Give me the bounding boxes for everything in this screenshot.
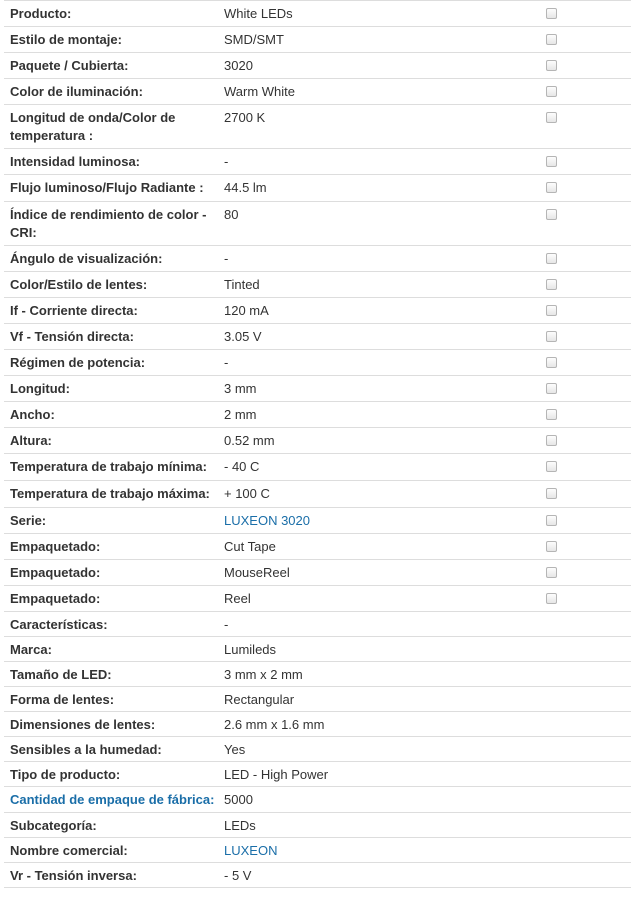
select-attribute-checkbox[interactable]: [546, 357, 557, 368]
spec-label: Empaquetado:: [4, 560, 218, 586]
spec-check-cell: [544, 586, 631, 612]
select-attribute-checkbox[interactable]: [546, 253, 557, 264]
spec-value: -: [224, 355, 229, 370]
spec-value: -: [224, 251, 229, 266]
spec-row: [4, 79, 631, 105]
select-attribute-checkbox[interactable]: [546, 488, 557, 499]
spec-label: Color de iluminación:: [4, 79, 218, 105]
spec-check-cell: [544, 105, 631, 149]
spec-row: [4, 324, 631, 350]
spec-check-cell: [544, 79, 631, 105]
spec-row: [4, 637, 631, 662]
spec-check-cell: [544, 272, 631, 298]
spec-value-link[interactable]: LUXEON: [224, 843, 278, 858]
spec-label: Empaquetado:: [4, 534, 218, 560]
select-attribute-checkbox[interactable]: [546, 8, 557, 19]
spec-row: [4, 350, 631, 376]
select-attribute-checkbox[interactable]: [546, 156, 557, 167]
select-attribute-checkbox[interactable]: [546, 567, 557, 578]
spec-row: [4, 612, 631, 637]
spec-label: Tipo de producto:: [4, 762, 218, 787]
spec-check-cell: [544, 560, 631, 586]
spec-value-cell: [218, 105, 544, 149]
spec-value-cell: [218, 79, 544, 105]
spec-row: [4, 1, 631, 27]
spec-check-cell: [544, 53, 631, 79]
spec-value: 3020: [224, 58, 253, 73]
spec-value-cell: [218, 712, 544, 737]
spec-row: [4, 662, 631, 687]
spec-label: If - Corriente directa:: [4, 298, 218, 324]
spec-table-body: [4, 1, 631, 888]
select-attribute-checkbox[interactable]: [546, 209, 557, 220]
spec-label: Dimensiones de lentes:: [4, 712, 218, 737]
spec-row: [4, 813, 631, 838]
spec-value: 80: [224, 207, 239, 222]
spec-label: Ángulo de visualización:: [4, 246, 218, 272]
spec-row: [4, 105, 631, 149]
spec-row: [4, 376, 631, 402]
spec-check-cell: [544, 1, 631, 27]
spec-row: [4, 149, 631, 175]
spec-label[interactable]: Cantidad de empaque de fábrica:: [4, 787, 218, 813]
spec-value: 2.6 mm x 1.6 mm: [224, 717, 325, 732]
spec-value-cell: [218, 481, 544, 508]
spec-value-cell: [218, 454, 544, 481]
spec-label: Nombre comercial:: [4, 838, 218, 863]
spec-label: Empaquetado:: [4, 586, 218, 612]
spec-check-cell: [544, 612, 631, 637]
spec-row: [4, 560, 631, 586]
spec-value-cell: [218, 838, 544, 863]
spec-check-cell: [544, 662, 631, 687]
spec-value-cell: [218, 376, 544, 402]
spec-value-cell: [218, 737, 544, 762]
spec-value: Warm White: [224, 84, 296, 99]
spec-value-cell: [218, 202, 544, 246]
spec-label: Estilo de montaje:: [4, 27, 218, 53]
spec-value: MouseReel: [224, 565, 290, 580]
spec-label: Régimen de potencia:: [4, 350, 218, 376]
product-spec-table: [4, 0, 631, 888]
select-attribute-checkbox[interactable]: [546, 515, 557, 526]
spec-value: Cut Tape: [224, 539, 276, 554]
spec-row: [4, 402, 631, 428]
spec-row: [4, 712, 631, 737]
spec-row: [4, 27, 631, 53]
spec-row: [4, 737, 631, 762]
spec-value-cell: [218, 586, 544, 612]
spec-label: Temperatura de trabajo mínima:: [4, 454, 218, 481]
spec-value: Rectangular: [224, 692, 295, 707]
spec-row: [4, 687, 631, 712]
spec-row: [4, 202, 631, 246]
select-attribute-checkbox[interactable]: [546, 435, 557, 446]
select-attribute-checkbox[interactable]: [546, 86, 557, 97]
spec-label: Producto:: [4, 1, 218, 27]
spec-value-cell: [218, 762, 544, 787]
spec-check-cell: [544, 376, 631, 402]
spec-value: 3.05 V: [224, 329, 262, 344]
select-attribute-checkbox[interactable]: [546, 383, 557, 394]
select-attribute-checkbox[interactable]: [546, 541, 557, 552]
spec-label: Tamaño de LED:: [4, 662, 218, 687]
spec-row: [4, 762, 631, 787]
spec-value-cell: [218, 637, 544, 662]
spec-value: 2 mm: [224, 407, 257, 422]
spec-check-cell: [544, 712, 631, 737]
spec-value: LED - High Power: [224, 767, 329, 782]
spec-value-cell: [218, 298, 544, 324]
spec-check-cell: [544, 202, 631, 246]
spec-value-cell: [218, 402, 544, 428]
spec-value-cell: [218, 428, 544, 454]
spec-value-cell: [218, 53, 544, 79]
spec-value: Yes: [224, 742, 246, 757]
spec-label: Índice de rendimiento de color - CRI:: [4, 202, 218, 246]
select-attribute-checkbox[interactable]: [546, 112, 557, 123]
spec-row: [4, 246, 631, 272]
spec-value: 3 mm: [224, 381, 257, 396]
spec-label: Color/Estilo de lentes:: [4, 272, 218, 298]
spec-label: Marca:: [4, 637, 218, 662]
select-attribute-checkbox[interactable]: [546, 409, 557, 420]
spec-value-cell: [218, 534, 544, 560]
spec-check-cell: [544, 324, 631, 350]
spec-label: Ancho:: [4, 402, 218, 428]
spec-value: 120 mA: [224, 303, 269, 318]
spec-row: [4, 175, 631, 202]
spec-check-cell: [544, 298, 631, 324]
spec-row: [4, 586, 631, 612]
select-attribute-checkbox[interactable]: [546, 279, 557, 290]
spec-value-cell: [218, 27, 544, 53]
spec-value: -: [224, 154, 229, 169]
spec-value: 2700 K: [224, 110, 266, 125]
spec-value-cell: [218, 149, 544, 175]
select-attribute-checkbox[interactable]: [546, 461, 557, 472]
spec-value-cell: [218, 612, 544, 637]
spec-check-cell: [544, 787, 631, 813]
spec-value: -: [224, 617, 229, 632]
spec-label: Vf - Tensión directa:: [4, 324, 218, 350]
spec-check-cell: [544, 27, 631, 53]
spec-value-link[interactable]: LUXEON 3020: [224, 513, 310, 528]
spec-row: [4, 481, 631, 508]
spec-value-cell: [218, 560, 544, 586]
spec-value-cell: [218, 175, 544, 202]
select-attribute-checkbox[interactable]: [546, 305, 557, 316]
spec-label: Longitud:: [4, 376, 218, 402]
spec-value: 3 mm x 2 mm: [224, 667, 303, 682]
spec-row: [4, 298, 631, 324]
spec-check-cell: [544, 454, 631, 481]
spec-check-cell: [544, 637, 631, 662]
spec-value: 44.5 lm: [224, 180, 267, 195]
spec-row: [4, 838, 631, 863]
spec-label: Altura:: [4, 428, 218, 454]
spec-value-cell: [218, 1, 544, 27]
spec-value-cell: [218, 324, 544, 350]
spec-label: Subcategoría:: [4, 813, 218, 838]
spec-check-cell: [544, 149, 631, 175]
spec-check-cell: [544, 175, 631, 202]
select-attribute-checkbox[interactable]: [546, 593, 557, 604]
spec-value-cell: [218, 662, 544, 687]
spec-label: Vr - Tensión inversa:: [4, 863, 218, 888]
spec-value-cell: [218, 272, 544, 298]
spec-value: 5000: [224, 792, 253, 807]
spec-value-cell: [218, 787, 544, 813]
spec-check-cell: [544, 350, 631, 376]
spec-row: [4, 428, 631, 454]
spec-check-cell: [544, 246, 631, 272]
spec-check-cell: [544, 428, 631, 454]
spec-label: Flujo luminoso/Flujo Radiante :: [4, 175, 218, 202]
spec-label: Paquete / Cubierta:: [4, 53, 218, 79]
spec-check-cell: [544, 838, 631, 863]
select-attribute-checkbox[interactable]: [546, 182, 557, 193]
spec-label: Serie:: [4, 508, 218, 534]
spec-label: Temperatura de trabajo máxima:: [4, 481, 218, 508]
spec-value-cell: [218, 246, 544, 272]
spec-value-cell: [218, 350, 544, 376]
spec-check-cell: [544, 737, 631, 762]
spec-check-cell: [544, 508, 631, 534]
select-attribute-checkbox[interactable]: [546, 60, 557, 71]
spec-value: + 100 C: [224, 486, 270, 501]
spec-check-cell: [544, 863, 631, 888]
spec-check-cell: [544, 762, 631, 787]
spec-row: [4, 787, 631, 813]
spec-row: [4, 863, 631, 888]
spec-value-cell: [218, 813, 544, 838]
spec-row: [4, 534, 631, 560]
spec-value: SMD/SMT: [224, 32, 284, 47]
spec-label: Longitud de onda/Color de temperatura :: [4, 105, 218, 149]
spec-check-cell: [544, 402, 631, 428]
select-attribute-checkbox[interactable]: [546, 331, 557, 342]
spec-value-cell: [218, 863, 544, 888]
spec-value: Lumileds: [224, 642, 277, 657]
spec-value: White LEDs: [224, 6, 293, 21]
spec-row: [4, 454, 631, 481]
spec-value-cell: [218, 687, 544, 712]
spec-value: - 5 V: [224, 868, 252, 883]
spec-label: Sensibles a la humedad:: [4, 737, 218, 762]
spec-value: - 40 C: [224, 459, 260, 474]
select-attribute-checkbox[interactable]: [546, 34, 557, 45]
spec-label: Características:: [4, 612, 218, 637]
spec-check-cell: [544, 813, 631, 838]
spec-value: Reel: [224, 591, 251, 606]
spec-check-cell: [544, 534, 631, 560]
spec-value: 0.52 mm: [224, 433, 275, 448]
spec-value: LEDs: [224, 818, 256, 833]
spec-check-cell: [544, 481, 631, 508]
spec-value: Tinted: [224, 277, 260, 292]
spec-row: [4, 508, 631, 534]
spec-check-cell: [544, 687, 631, 712]
spec-label: Forma de lentes:: [4, 687, 218, 712]
spec-row: [4, 272, 631, 298]
spec-value-cell: [218, 508, 544, 534]
spec-label: Intensidad luminosa:: [4, 149, 218, 175]
spec-row: [4, 53, 631, 79]
